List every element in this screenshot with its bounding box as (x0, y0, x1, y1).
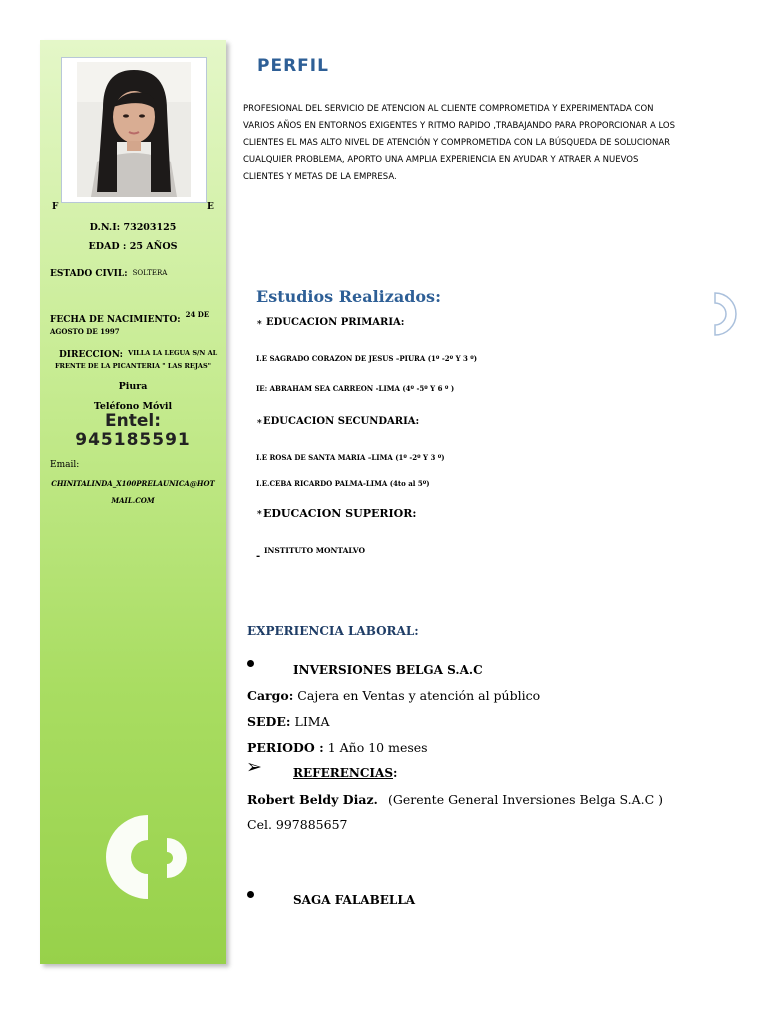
estudios-title: Estudios Realizados: (256, 287, 441, 306)
bullet-dot (247, 660, 254, 667)
bullet-star: * (257, 510, 262, 520)
telefono: 945185591 (75, 430, 191, 450)
cargo-value: Cajera en Ventas y atención al público (293, 688, 541, 703)
sede-label: SEDE: (247, 714, 291, 729)
email-label: Email: (50, 460, 80, 470)
bullet-dash: - (256, 551, 261, 562)
periodo (247, 740, 428, 755)
experiencia-title: EXPERIENCIA LABORAL: (247, 624, 419, 638)
cargo (247, 688, 540, 703)
name-fragment-start: F (52, 202, 59, 212)
superior-school-1: INSTITUTO MONTALVO (264, 546, 366, 555)
perfil-line: CUALQUIER PROBLEMA, APORTO UNA AMPLIA EXPERIENCIA EN AYUDAR Y ATRAER A NUEVOS (243, 155, 639, 165)
name-fragment-end: E (207, 202, 214, 212)
job-1-title: INVERSIONES BELGA S.A.C (293, 663, 483, 677)
c-logo-icon (100, 812, 195, 906)
perfil-line: CLIENTES EL MAS ALTO NIVEL DE ATENCIÓN Y COMPROMETIDA CON LA BÚSQUEDA DE SOLUCIONAR (243, 138, 671, 148)
fecha-nacimiento (50, 307, 209, 326)
bullet-star: * (257, 419, 262, 429)
secundaria-school-2: I.E.CEBA RICARDO PALMA-LIMA (4to al 5º) (256, 479, 430, 488)
email-line-2[interactable]: MAIL.COM (111, 496, 155, 505)
direccion-value-2: FRENTE DE LA PICANTERIA " LAS REJAS" (54, 362, 212, 370)
ref-name: Robert Beldy Diaz. (247, 792, 378, 807)
telefono-label: Teléfono Móvil (93, 401, 173, 412)
direccion-label: DIRECCION: (59, 350, 123, 360)
perfil-line: CLIENTES Y METAS DE LA EMPRESA. (243, 172, 397, 182)
direccion (59, 342, 217, 361)
perfil-text (243, 101, 713, 186)
perfil-title: PERFIL (257, 56, 329, 76)
edad: EDAD : 25 AÑOS (88, 241, 178, 252)
periodo-label: PERIODO : (247, 740, 324, 755)
direccion-value: VILLA LA LEGUA S/N AL (128, 349, 218, 357)
estado-civil (50, 261, 167, 280)
bullet-dot (247, 891, 254, 898)
estado-civil-value: SOLTERA (132, 269, 168, 277)
superior-heading: EDUCACION SUPERIOR: (263, 507, 417, 520)
referencias-label: REFERENCIAS (293, 766, 394, 780)
bullet-star: * (257, 320, 262, 330)
job-2-title: SAGA FALABELLA (293, 893, 416, 907)
fecha-label: FECHA DE NACIMIENTO: (50, 315, 181, 325)
sede (247, 714, 330, 729)
profile-photo (77, 62, 191, 197)
ref-cel: Cel. 997885657 (247, 817, 348, 832)
referencias-colon: : (393, 766, 398, 780)
primaria-school-1: I.E SAGRADO CORAZON DE JESUS –PIURA (1º -2º Y 3 º) (256, 354, 478, 363)
ciudad: Piura (118, 381, 148, 392)
arrow-bullet-icon: ➢ (246, 756, 262, 778)
perfil-line: PROFESIONAL DEL SERVICIO DE ATENCION AL CLIENTE COMPROMETIDA Y EXPERIMENTADA CON (243, 104, 654, 114)
estado-civil-label: ESTADO CIVIL: (50, 269, 128, 279)
sede-value: LIMA (290, 714, 330, 729)
primaria-school-2: IE: ABRAHAM SEA CARREON -LIMA (4º -5º Y 6 º ) (256, 384, 455, 393)
fecha-sup: 24 DE (185, 310, 210, 319)
c-outline-icon (712, 290, 742, 342)
fecha-cont: AGOSTO DE 1997 (50, 327, 120, 336)
email-line-1[interactable]: CHINITALINDA_X100PRELAUNICA@HOT (51, 479, 215, 488)
dni: D.N.I: 73203125 (89, 222, 177, 233)
ref-role: (Gerente General Inversiones Belga S.A.C ) (388, 792, 664, 807)
secundaria-heading: EDUCACION SECUNDARIA: (263, 416, 420, 427)
periodo-value: 1 Año 10 meses (323, 740, 428, 755)
perfil-line: VARIOS AÑOS EN ENTORNOS EXIGENTES Y RITMO RAPIDO ,TRABAJANDO PARA PROPORCIONAR A LOS (243, 121, 676, 131)
secundaria-school-1: I.E ROSA DE SANTA MARIA –LIMA (1º -2º Y 3 º) (256, 453, 445, 462)
primaria-heading: EDUCACION PRIMARIA: (266, 317, 405, 328)
referencias-heading (293, 766, 397, 780)
cargo-label: Cargo: (247, 688, 294, 703)
operador: Entel: (105, 411, 161, 431)
